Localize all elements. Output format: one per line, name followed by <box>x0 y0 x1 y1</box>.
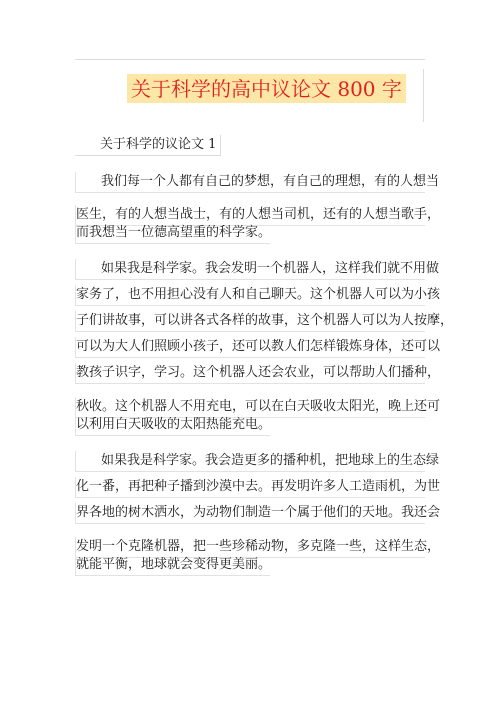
page-title: 关于科学的高中议论文 800 字 <box>127 74 406 103</box>
paragraph-3-line-1: 如果我是科学家。我会造更多的播种机，把地球上的生态绿 <box>75 451 425 472</box>
title-block <box>75 69 424 122</box>
section-subtitle: 关于科学的议论文 1 <box>75 135 221 156</box>
paragraph-3-line-5: 就能平衡，地球就会变得更美丽。 <box>75 555 270 576</box>
paragraph-3-line-2: 化一番，再把种子播到沙漠中去。再发明许多人工造雨机，为世 <box>75 477 425 498</box>
paragraph-2-line-6: 秋收。这个机器人不用充电，可以在白天吸收太阳光，晚上还可 <box>75 397 425 418</box>
paragraph-2-line-2: 家务了，也不用担心没有人和自己聊天。这个机器人可以为小孩 <box>75 285 425 306</box>
paragraph-2-line-4: 可以为大人们照顾小孩子，还可以教人们怎样锻炼身体，还可以 <box>75 337 425 358</box>
paragraph-1-line-2: 医生，有的人想当战士，有的人想当司机，还有的人想当歌手， <box>75 205 425 226</box>
paragraph-1-line-1: 我们每一个人都有自己的梦想，有自己的理想，有的人想当 <box>75 172 425 193</box>
paragraph-2-line-5: 教孩子识字，学习。这个机器人还会农业，可以帮助人们播种， <box>75 363 425 384</box>
top-divider <box>75 59 425 60</box>
paragraph-2-line-3: 子们讲故事，可以讲各式各样的故事，这个机器人可以为人按摩， <box>75 311 425 332</box>
paragraph-3-line-3: 界各地的树木洒水，为动物们制造一个属于他们的天地。我还会 <box>75 503 425 524</box>
paragraph-3-line-4: 发明一个克隆机器，把一些珍稀动物，多克隆一些，这样生态， <box>75 537 425 558</box>
paragraph-2-line-7: 以利用白天吸收的太阳热能充电。 <box>75 415 270 436</box>
paragraph-2-line-1: 如果我是科学家。我会发明一个机器人，这样我们就不用做 <box>75 259 425 280</box>
paragraph-1-line-3: 而我想当一位德高望重的科学家。 <box>75 223 270 244</box>
